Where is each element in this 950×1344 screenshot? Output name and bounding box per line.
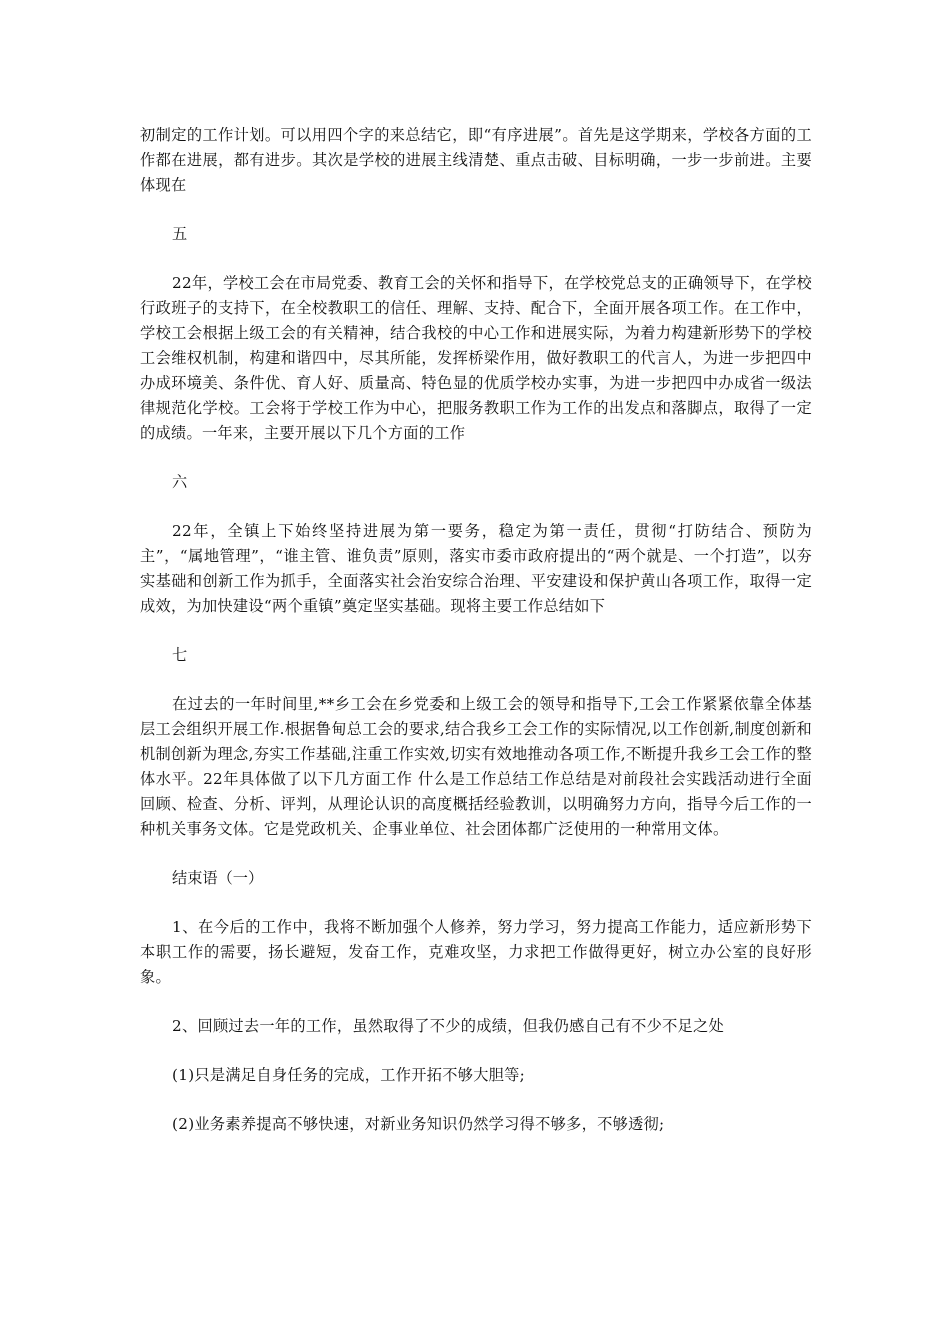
paragraph-intro: 初制定的工作计划。可以用四个字的来总结它，即“有序进展”。首先是这学期来，学校各方面的工作都在进展，都有进步。其次是学校的进展主线清楚、重点击破、目标明确，一步一步前进。主要体现在 — [140, 126, 812, 194]
list-item-shortcoming-2: (2)业务素养提高不够快速，对新业务知识仍然学习得不够多，不够透彻; — [172, 1115, 665, 1133]
paragraph-section-7: 在过去的一年时间里,**乡工会在乡党委和上级工会的领导和指导下,工会工作紧紧依靠全体基层工会组织开展工作.根据鲁甸总工会的要求,结合我乡工会工作的实际情况,以工作创新,制度创新和机制创新为理念,夯实工作基础,注重工作实效,切实有效地推动各项工作,不断提升我乡工会工作的整体水平。22年具体做了以下几方面工作 什么是工作总结工作总结是对前段社会实践活动进行全面回顾、检查、分析、评判，从理论认识的高度概括经验教训，以明确努力方向，指导今后工作的一种机关事务文体。它是党政机关、企事业单位、社会团体都广泛使用的一种常用文体。 — [140, 695, 812, 838]
paragraph-section-5: 22年，学校工会在市局党委、教育工会的关怀和指导下，在学校党总支的正确领导下，在学校行政班子的支持下，在全校教职工的信任、理解、支持、配合下，全面开展各项工作。在工作中，学校工会根据上级工会的有关精神，结合我校的中心工作和进展实际，为着力构建新形势下的学校工会维权机制，构建和谐四中，尽其所能，发挥桥梁作用，做好教职工的代言人，为进一步把四中办成环境美、条件优、育人好、质量高、特色显的优质学校办实事，为进一步把四中办成省一级法律规范化学校。工会将于学校工作为中心，把服务教职工作为工作的出发点和落脚点，取得了一定的成绩。一年来，主要开展以下几个方面的工作 — [140, 274, 812, 442]
paragraph-section-6: 22年，全镇上下始终坚持进展为第一要务，稳定为第一责任，贯彻“打防结合、预防为主”，“属地管理”，“谁主管、谁负责”原则，落实市委市政府提出的“两个就是、一个打造”，以夯实基础和创新工作为抓手，全面落实社会治安综合治理、平安建设和保护黄山各项工作，取得一定成效，为加快建设“两个重镇”奠定坚实基础。现将主要工作总结如下 — [140, 522, 812, 615]
section-heading-5: 五 — [172, 225, 188, 243]
section-heading-7: 七 — [172, 646, 188, 664]
paragraph-conclusion-1: 1、在今后的工作中，我将不断加强个人修养，努力学习，努力提高工作能力，适应新形势下本职工作的需要，扬长避短，发奋工作，克难攻坚，力求把工作做得更好，树立办公室的良好形象。 — [140, 918, 812, 986]
document-page — [140, 120, 812, 1161]
section-heading-6: 六 — [172, 473, 188, 491]
list-item-shortcoming-1: (1)只是满足自身任务的完成，工作开拓不够大胆等; — [172, 1066, 526, 1084]
paragraph-conclusion-2: 2、回顾过去一年的工作，虽然取得了不少的成绩，但我仍感自己有不少不足之处 — [172, 1017, 725, 1035]
conclusion-heading: 结束语（一） — [172, 869, 264, 887]
